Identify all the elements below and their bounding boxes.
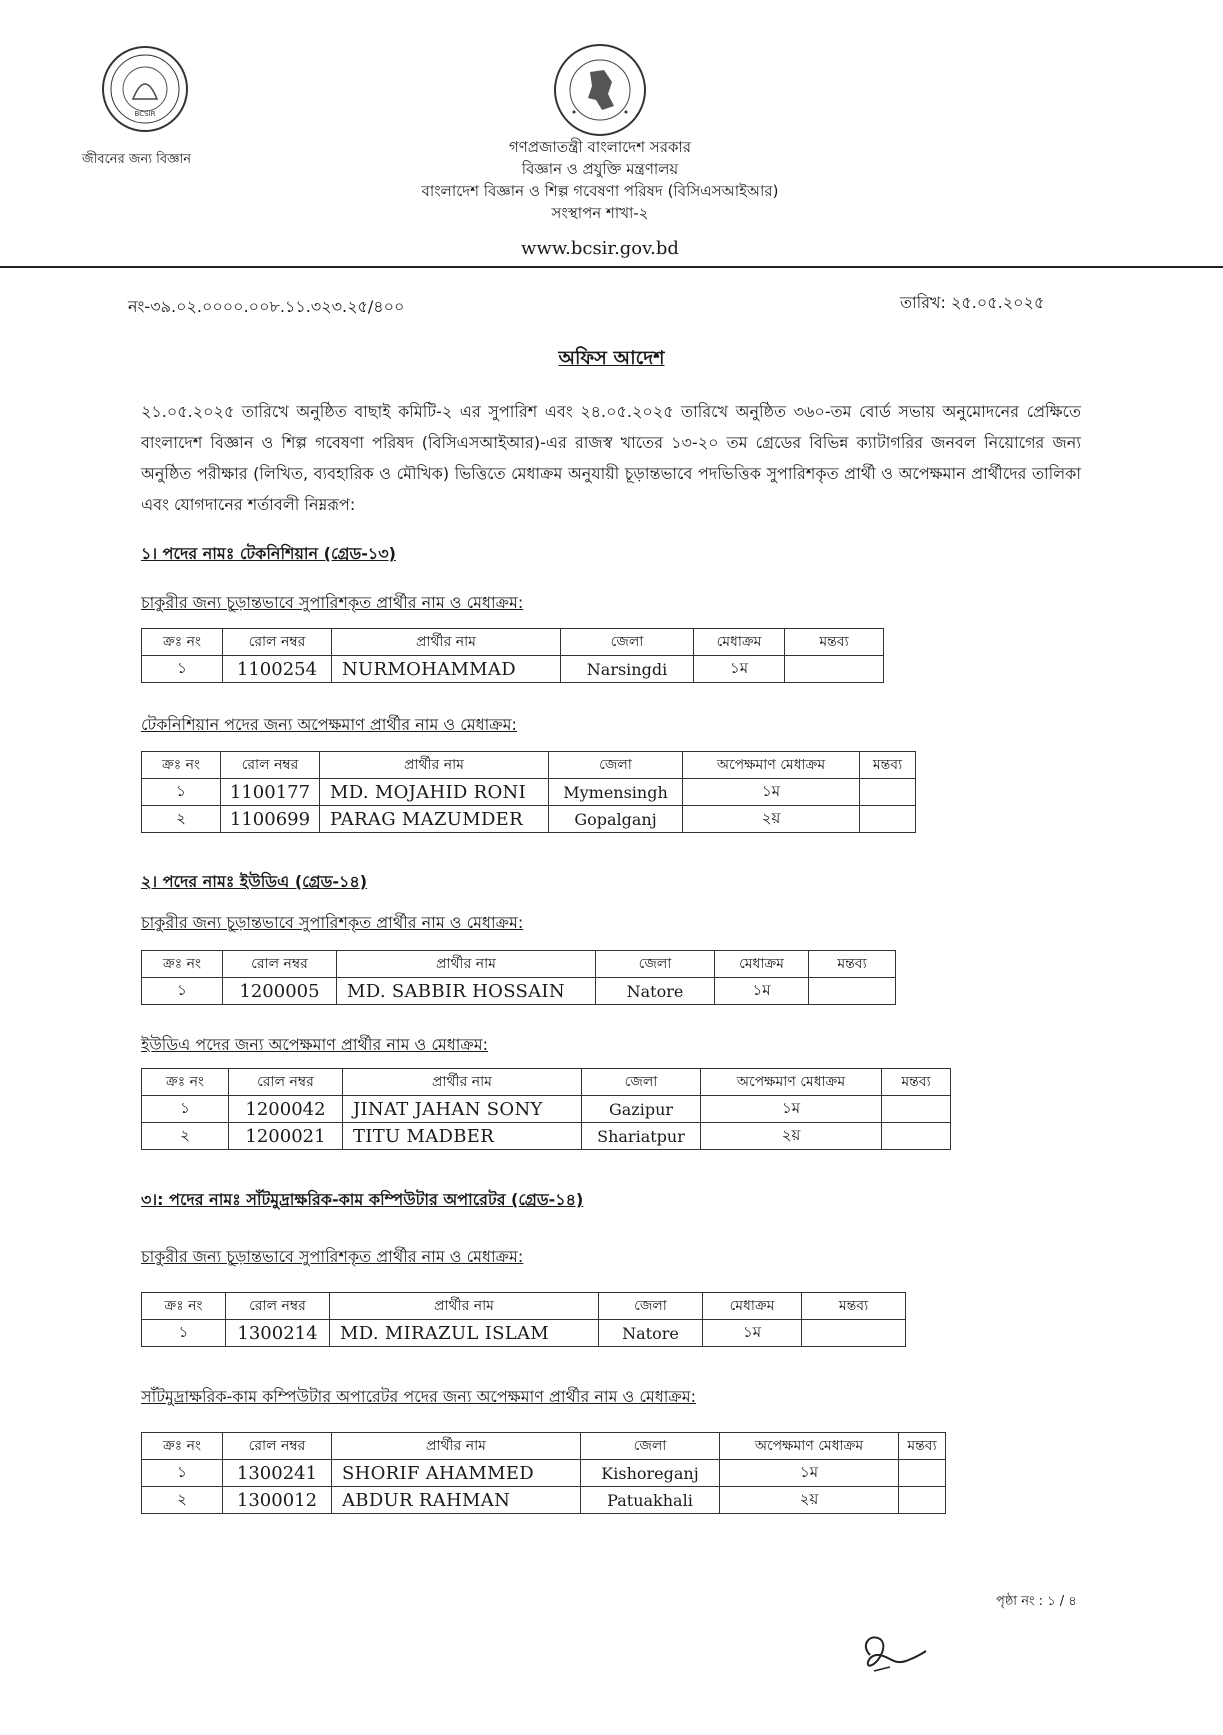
table-row xyxy=(142,656,884,683)
cell-district: Kishoreganj xyxy=(581,1460,720,1487)
cell-roll: 1300012 xyxy=(223,1487,332,1514)
cell-district: Narsingdi xyxy=(561,656,694,683)
col-remarks: মন্তব্য xyxy=(809,951,896,978)
col-name: প্রার্থীর নাম xyxy=(337,951,596,978)
header-divider xyxy=(0,266,1223,268)
col-district: জেলা xyxy=(561,629,694,656)
table-header-row xyxy=(142,1433,946,1460)
cell-district: Gazipur xyxy=(582,1096,701,1123)
col-district: জেলা xyxy=(582,1069,701,1096)
col-waiting-merit: অপেক্ষমাণ মেধাক্রম xyxy=(720,1433,899,1460)
memo-number: নং-৩৯.০২.০০০০.০০৮.১১.৩২৩.২৫/৪০০ xyxy=(128,297,405,316)
section-3-waiting-label: সাঁটমুদ্রাক্ষরিক-কাম কম্পিউটার অপারেটর পদের জন্য অপেক্ষমাণ প্রার্থীর নাম ও মেধাক্রম: xyxy=(141,1387,697,1406)
cell-roll: 1100254 xyxy=(223,656,332,683)
cell-remarks xyxy=(860,806,916,833)
cell-remarks xyxy=(785,656,884,683)
cell-name: JINAT JAHAN SONY xyxy=(343,1096,582,1123)
page-number: পৃষ্ঠা নং : ১ / ৪ xyxy=(996,1594,1077,1609)
col-roll: রোল নম্বর xyxy=(223,629,332,656)
cell-remarks xyxy=(882,1123,951,1150)
table-row xyxy=(142,779,916,806)
cell-name: SHORIF AHAMMED xyxy=(332,1460,581,1487)
cell-name: ABDUR RAHMAN xyxy=(332,1487,581,1514)
cell-district: Natore xyxy=(599,1320,703,1347)
motto: জীবনের জন্য বিজ্ঞান xyxy=(82,152,192,167)
col-merit: মেধাক্রম xyxy=(694,629,785,656)
section-3-final-table xyxy=(141,1292,906,1347)
website-link[interactable]: www.bcsir.gov.bd xyxy=(521,238,679,259)
col-waiting-merit: অপেক্ষমাণ মেধাক্রম xyxy=(683,752,860,779)
cell-serial: ১ xyxy=(142,978,223,1005)
cell-district: Patuakhali xyxy=(581,1487,720,1514)
table-header-row xyxy=(142,752,916,779)
col-waiting-merit: অপেক্ষমাণ মেধাক্রম xyxy=(701,1069,882,1096)
cell-name: PARAG MAZUMDER xyxy=(320,806,549,833)
cell-serial: ১ xyxy=(142,779,221,806)
cell-merit: ২য় xyxy=(701,1123,882,1150)
table-row xyxy=(142,1487,946,1514)
cell-roll: 1200021 xyxy=(229,1123,343,1150)
cell-serial: ২ xyxy=(142,806,221,833)
col-roll: রোল নম্বর xyxy=(221,752,320,779)
col-name: প্রার্থীর নাম xyxy=(320,752,549,779)
col-district: জেলা xyxy=(581,1433,720,1460)
cell-roll: 1100699 xyxy=(221,806,320,833)
section-3-heading: ৩।: পদের নামঃ সাঁটমুদ্রাক্ষরিক-কাম কম্পিউটার অপারেটর (গ্রেড-১৪) xyxy=(141,1190,584,1209)
cell-remarks xyxy=(860,779,916,806)
col-roll: রোল নম্বর xyxy=(229,1069,343,1096)
section-1-heading: ১। পদের নামঃ টেকনিশিয়ান (গ্রেড-১৩) xyxy=(141,544,396,563)
table-row xyxy=(142,1460,946,1487)
cell-district: Natore xyxy=(596,978,715,1005)
col-serial: ক্রঃ নং xyxy=(142,951,223,978)
col-serial: ক্রঃ নং xyxy=(142,1433,223,1460)
header-line-2: বিজ্ঞান ও প্রযুক্তি মন্ত্রণালয় xyxy=(521,160,679,178)
col-serial: ক্রঃ নং xyxy=(142,1069,229,1096)
section-1-waiting-table xyxy=(141,751,916,833)
cell-remarks xyxy=(809,978,896,1005)
cell-merit: ১ম xyxy=(720,1460,899,1487)
section-3-waiting-table xyxy=(141,1432,946,1514)
col-remarks: মন্তব্য xyxy=(899,1433,946,1460)
cell-merit: ১ম xyxy=(694,656,785,683)
header-line-1: গণপ্রজাতন্ত্রী বাংলাদেশ সরকার xyxy=(508,138,692,156)
header-line-3: বাংলাদেশ বিজ্ঞান ও শিল্প গবেষণা পরিষদ (বিসিএসআইআর) xyxy=(421,182,779,200)
col-serial: ক্রঃ নং xyxy=(142,752,221,779)
cell-district: Gopalganj xyxy=(549,806,683,833)
intro-paragraph: ২১.০৫.২০২৫ তারিখে অনুষ্ঠিত বাছাই কমিটি-২ এর সুপারিশ এবং ২৪.০৫.২০২৫ তারিখে অনুষ্ঠিত ৩৬০-তম বোর্ড সভায় অনুমোদনের প্রেক্ষিতে বাংলাদেশ বিজ্ঞান ও শিল্প গবেষণা পরিষদ (বিসিএসআইআর)-এর রাজস্ব খাতের ১৩-২০ তম গ্রেডের বিভিন্ন ক্যাটাগরির জনবল নিয়োগের জন্য অনুষ্ঠিত পরীক্ষার (লিখিত, ব্যবহারিক ও মৌখিক) ভিত্তিতে মেধাক্রম অনুযায়ী চূড়ান্তভাবে পদভিত্তিক সুপারিশকৃত প্রার্থী ও অপেক্ষমান প্রার্থীদের তালিকা এবং যোগদানের শর্তাবলী নিম্নরূপ: xyxy=(141,402,1081,514)
cell-serial: ২ xyxy=(142,1487,223,1514)
cell-remarks xyxy=(802,1320,906,1347)
section-2-waiting-table xyxy=(141,1068,951,1150)
table-row xyxy=(142,978,896,1005)
col-merit: মেধাক্রম xyxy=(715,951,809,978)
section-2-final-label: চাকুরীর জন্য চূড়ান্তভাবে সুপারিশকৃত প্রার্থীর নাম ও মেধাক্রম: xyxy=(141,913,524,932)
table-row xyxy=(142,806,916,833)
cell-serial: ১ xyxy=(142,1460,223,1487)
cell-roll: 1200042 xyxy=(229,1096,343,1123)
cell-merit: ১ম xyxy=(703,1320,802,1347)
table-header-row xyxy=(142,1069,951,1096)
cell-serial: ১ xyxy=(142,656,223,683)
cell-name: NURMOHAMMAD xyxy=(332,656,561,683)
section-2-waiting-label: ইউডিএ পদের জন্য অপেক্ষমাণ প্রার্থীর নাম ও মেধাক্রম: xyxy=(141,1035,489,1054)
col-merit: মেধাক্রম xyxy=(703,1293,802,1320)
cell-merit: ১ম xyxy=(701,1096,882,1123)
svg-text:BCSIR: BCSIR xyxy=(134,110,156,118)
col-district: জেলা xyxy=(549,752,683,779)
col-roll: রোল নম্বর xyxy=(226,1293,330,1320)
government-seal xyxy=(552,42,648,138)
cell-serial: ২ xyxy=(142,1123,229,1150)
cell-remarks xyxy=(882,1096,951,1123)
table-row xyxy=(142,1096,951,1123)
col-district: জেলা xyxy=(596,951,715,978)
cell-roll: 1100177 xyxy=(221,779,320,806)
cell-district: Mymensingh xyxy=(549,779,683,806)
col-name: প্রার্থীর নাম xyxy=(332,1433,581,1460)
col-district: জেলা xyxy=(599,1293,703,1320)
cell-remarks xyxy=(899,1460,946,1487)
signature xyxy=(850,1625,930,1685)
col-name: প্রার্থীর নাম xyxy=(330,1293,599,1320)
bcsir-seal xyxy=(100,44,190,134)
table-header-row xyxy=(142,1293,906,1320)
col-roll: রোল নম্বর xyxy=(223,951,337,978)
col-serial: ক্রঃ নং xyxy=(142,1293,226,1320)
page-title: অফিস আদেশ xyxy=(558,347,665,369)
table-row xyxy=(142,1123,951,1150)
col-remarks: মন্তব্য xyxy=(882,1069,951,1096)
cell-merit: ১ম xyxy=(683,779,860,806)
col-serial: ক্রঃ নং xyxy=(142,629,223,656)
col-remarks: মন্তব্য xyxy=(860,752,916,779)
header-line-4: সংস্থাপন শাখা-২ xyxy=(551,204,649,222)
col-remarks: মন্তব্য xyxy=(785,629,884,656)
cell-roll: 1300241 xyxy=(223,1460,332,1487)
memo-date: তারিখ: ২৫.০৫.২০২৫ xyxy=(900,293,1045,312)
cell-name: MD. MOJAHID RONI xyxy=(320,779,549,806)
section-3-final-label: চাকুরীর জন্য চূড়ান্তভাবে সুপারিশকৃত প্রার্থীর নাম ও মেধাক্রম: xyxy=(141,1247,524,1266)
section-2-final-table xyxy=(141,950,896,1005)
table-header-row xyxy=(142,629,884,656)
section-1-final-label: চাকুরীর জন্য চূড়ান্তভাবে সুপারিশকৃত প্রার্থীর নাম ও মেধাক্রম: xyxy=(141,593,524,612)
cell-name: TITU MADBER xyxy=(343,1123,582,1150)
cell-merit: ১ম xyxy=(715,978,809,1005)
section-1-final-table xyxy=(141,628,884,683)
cell-merit: ২য় xyxy=(683,806,860,833)
col-name: প্রার্থীর নাম xyxy=(343,1069,582,1096)
section-2-heading: ২। পদের নামঃ ইউডিএ (গ্রেড-১৪) xyxy=(141,872,368,891)
cell-serial: ১ xyxy=(142,1096,229,1123)
cell-serial: ১ xyxy=(142,1320,226,1347)
office-header xyxy=(340,136,860,224)
col-roll: রোল নম্বর xyxy=(223,1433,332,1460)
cell-roll: 1300214 xyxy=(226,1320,330,1347)
cell-remarks xyxy=(899,1487,946,1514)
cell-roll: 1200005 xyxy=(223,978,337,1005)
col-remarks: মন্তব্য xyxy=(802,1293,906,1320)
cell-name: MD. MIRAZUL ISLAM xyxy=(330,1320,599,1347)
col-name: প্রার্থীর নাম xyxy=(332,629,561,656)
table-header-row xyxy=(142,951,896,978)
cell-district: Shariatpur xyxy=(582,1123,701,1150)
cell-merit: ২য় xyxy=(720,1487,899,1514)
section-1-waiting-label: টেকনিশিয়ান পদের জন্য অপেক্ষমাণ প্রার্থীর নাম ও মেধাক্রম: xyxy=(141,715,517,734)
table-row xyxy=(142,1320,906,1347)
cell-name: MD. SABBIR HOSSAIN xyxy=(337,978,596,1005)
